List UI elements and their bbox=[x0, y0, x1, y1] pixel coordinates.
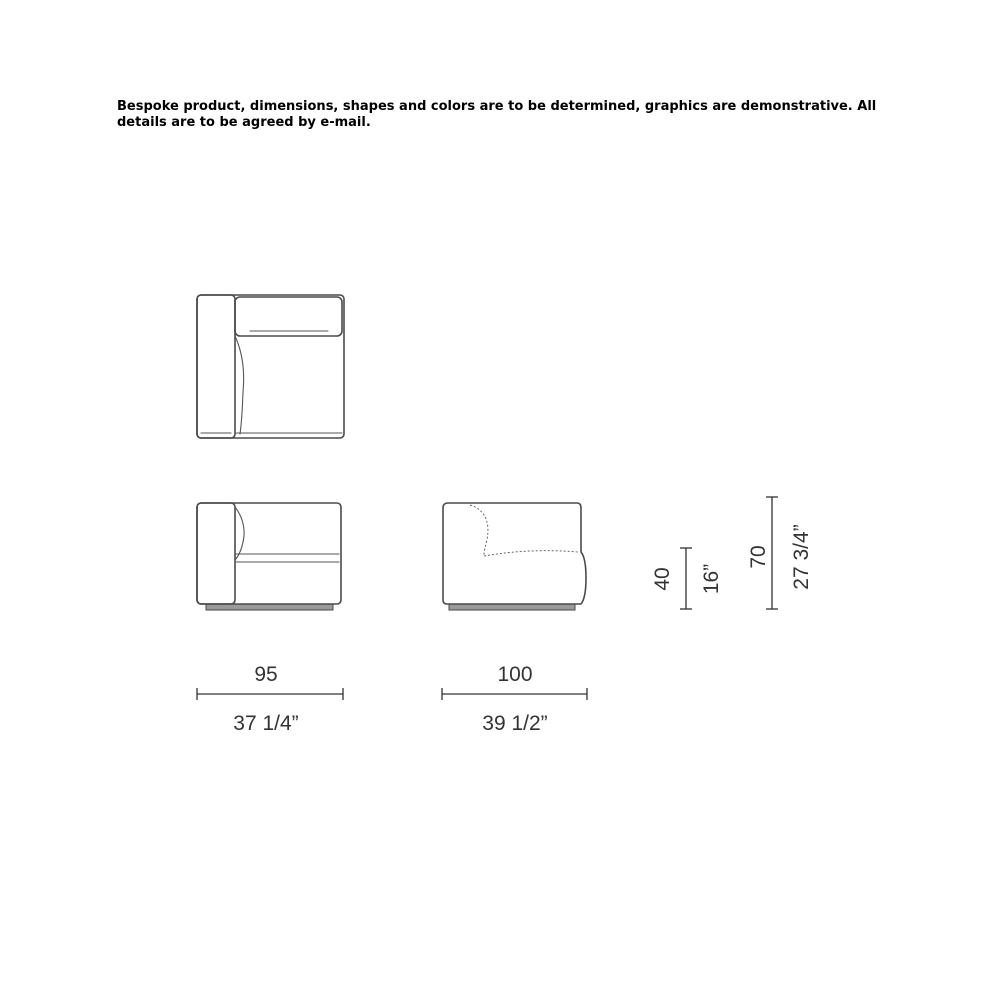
depth-cm-label: 100 bbox=[497, 663, 533, 686]
seat-height-in-label: 16” bbox=[700, 563, 723, 595]
front-view-plinth bbox=[206, 604, 333, 610]
disclaimer-text: Bespoke product, dimensions, shapes and colors are to be determined, graphics are demonstrative. All details are to be agreed by e-mail. bbox=[117, 99, 877, 130]
side-view-outline bbox=[443, 503, 586, 604]
top-view-arm-curve bbox=[235, 336, 244, 434]
seat-height-dimension bbox=[651, 548, 723, 609]
total-height-in-label: 27 3/4” bbox=[790, 524, 813, 590]
top-view-armrest bbox=[197, 295, 235, 438]
side-view-plinth bbox=[449, 604, 575, 610]
front-view-armrest bbox=[197, 503, 235, 604]
depth-in-label: 39 1/2” bbox=[482, 712, 548, 735]
width-cm-label: 95 bbox=[254, 663, 278, 686]
total-height-dimension bbox=[747, 497, 813, 609]
depth-dimension bbox=[442, 663, 587, 735]
front-view bbox=[197, 503, 341, 610]
top-view-outline bbox=[197, 295, 344, 438]
total-height-cm-label: 70 bbox=[747, 545, 770, 569]
width-dimension bbox=[197, 663, 343, 735]
top-view bbox=[197, 295, 344, 438]
side-view bbox=[443, 503, 586, 610]
width-in-label: 37 1/4” bbox=[233, 712, 299, 735]
front-view-backrest-curve bbox=[235, 507, 244, 560]
side-view-seat-hidden-line bbox=[484, 551, 578, 556]
top-view-backrest bbox=[235, 297, 342, 336]
side-view-back-hidden-line bbox=[470, 505, 488, 556]
seat-height-cm-label: 40 bbox=[651, 567, 674, 591]
